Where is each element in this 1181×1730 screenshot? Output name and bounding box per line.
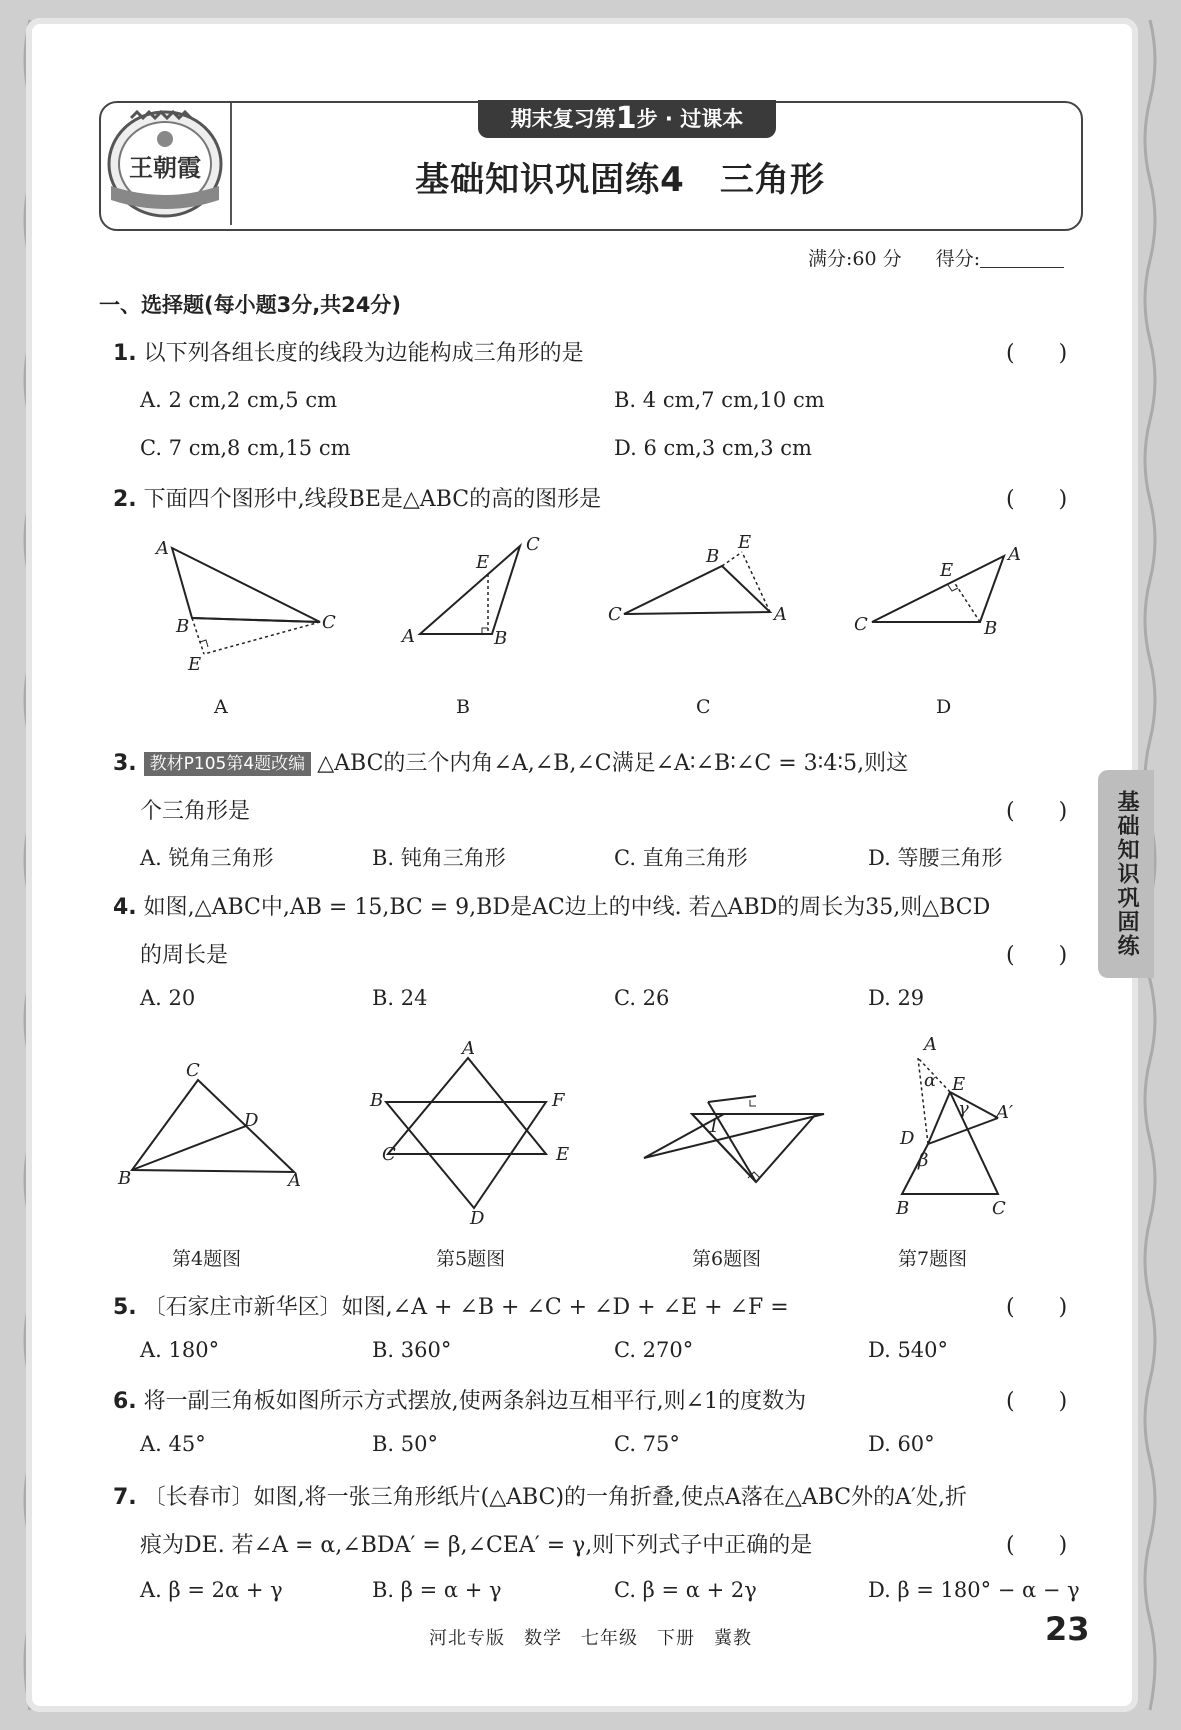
- svg-text:D: D: [900, 1128, 915, 1149]
- q3-option-a[interactable]: A. 锐角三角形: [140, 846, 274, 870]
- q5-option-b[interactable]: B. 360°: [372, 1338, 452, 1362]
- svg-text:A: A: [462, 1038, 475, 1059]
- svg-text:B: B: [896, 1198, 910, 1219]
- q4-option-a[interactable]: A. 20: [140, 986, 196, 1010]
- q2-caption-c: C: [696, 696, 711, 718]
- q5-option-a[interactable]: A. 180°: [140, 1338, 220, 1362]
- q4-option-d[interactable]: D. 29: [868, 986, 925, 1010]
- q3-option-c[interactable]: C. 直角三角形: [614, 846, 748, 870]
- q1-option-d[interactable]: D. 6 cm,3 cm,3 cm: [614, 436, 812, 460]
- score-blank[interactable]: [980, 249, 1064, 268]
- svg-text:B: B: [984, 618, 998, 639]
- svg-text:C: C: [526, 534, 540, 555]
- svg-text:D: D: [244, 1110, 259, 1131]
- svg-text:β: β: [918, 1150, 929, 1171]
- q1-answer-blank[interactable]: ( ): [1006, 341, 1068, 366]
- q2-figure-b: [390, 530, 570, 680]
- svg-text:A: A: [402, 626, 415, 647]
- svg-text:A′: A′: [996, 1102, 1014, 1123]
- q3-option-b[interactable]: B. 钝角三角形: [372, 846, 506, 870]
- q4-option-c[interactable]: C. 26: [614, 986, 670, 1010]
- series-tag: [478, 100, 776, 138]
- svg-text:C: C: [992, 1198, 1006, 1219]
- svg-text:A: A: [156, 538, 169, 559]
- svg-text:E: E: [952, 1074, 966, 1095]
- series-tag-pre: 期末复习第: [510, 107, 616, 131]
- q1-option-c[interactable]: C. 7 cm,8 cm,15 cm: [140, 436, 351, 460]
- q4-stem-line1: 4. 如图,△ABC中,AB = 15,BC = 9,BD是AC边上的中线. 若△ABD的周长为35,则△BCD: [113, 895, 991, 920]
- q2-caption-b: B: [456, 696, 470, 718]
- svg-text:A: A: [774, 604, 787, 625]
- q1-option-a[interactable]: A. 2 cm,2 cm,5 cm: [140, 388, 337, 412]
- q6-option-d[interactable]: D. 60°: [868, 1432, 935, 1456]
- svg-text:E: E: [738, 532, 752, 553]
- svg-text:B: B: [118, 1168, 132, 1189]
- q6-option-b[interactable]: B. 50°: [372, 1432, 439, 1456]
- q7-option-d[interactable]: D. β = 180° − α − γ: [868, 1578, 1080, 1602]
- q6-figure: [636, 1086, 836, 1196]
- q5-figure: [366, 1036, 576, 1229]
- publisher-logo: [101, 104, 229, 224]
- q7-answer-blank[interactable]: ( ): [1006, 1533, 1068, 1558]
- q7-option-b[interactable]: B. β = α + γ: [372, 1578, 502, 1602]
- page-number: 23: [1045, 1610, 1090, 1648]
- q7-stem-line2: 痕为DE. 若∠A = α,∠BDA′ = β,∠CEA′ = γ,则下列式子中正确的是: [140, 1533, 813, 1558]
- q5-option-c[interactable]: C. 270°: [614, 1338, 694, 1362]
- q5-stem: 5. 〔石家庄市新华区〕如图,∠A + ∠B + ∠C + ∠D + ∠E + ∠F =: [113, 1295, 789, 1320]
- q2-figure-d: [848, 530, 1048, 680]
- side-section-tab[interactable]: 基础知识巩固练: [1098, 770, 1154, 978]
- svg-text:E: E: [476, 552, 490, 573]
- series-tag-step: 1: [615, 101, 637, 136]
- svg-text:B: B: [176, 616, 190, 637]
- q6-option-a[interactable]: A. 45°: [140, 1432, 206, 1456]
- q7-figure-caption: 第7题图: [898, 1248, 968, 1270]
- svg-text:E: E: [556, 1144, 570, 1165]
- q1-stem: 1. 以下列各组长度的线段为边能构成三角形的是: [113, 341, 584, 366]
- q6-figure-caption: 第6题图: [692, 1248, 762, 1270]
- q7-option-c[interactable]: C. β = α + 2γ: [614, 1578, 757, 1602]
- q2-figure-a: [150, 530, 350, 680]
- q2-answer-blank[interactable]: ( ): [1006, 487, 1068, 512]
- q4-figure-caption: 第4题图: [172, 1248, 242, 1270]
- q5-figure-caption: 第5题图: [436, 1248, 506, 1270]
- q7-stem-line1: 7. 〔长春市〕如图,将一张三角形纸片(△ABC)的一角折叠,使点A落在△ABC外的A′处,折: [113, 1485, 968, 1510]
- q6-stem: 6. 将一副三角板如图所示方式摆放,使两条斜边互相平行,则∠1的度数为: [113, 1389, 807, 1414]
- page-title: 基础知识巩固练4 三角形: [415, 160, 825, 200]
- svg-text:E: E: [188, 654, 202, 675]
- svg-text:C: C: [382, 1144, 396, 1165]
- section-title: 一、选择题(每小题3分,共24分): [99, 293, 402, 317]
- svg-text:C: C: [608, 604, 622, 625]
- svg-text:γ: γ: [958, 1098, 969, 1119]
- score-line: [808, 244, 1064, 271]
- q4-stem-line2: 的周长是: [140, 943, 229, 968]
- q4-option-b[interactable]: B. 24: [372, 986, 428, 1010]
- q3-stem-line1: 3. 教材P105第4题改编 △ABC的三个内角∠A,∠B,∠C满足∠A∶∠B∶∠C = 3∶4∶5,则这: [113, 751, 909, 776]
- q4-figure: [118, 1062, 318, 1192]
- svg-text:1: 1: [708, 1116, 720, 1137]
- svg-text:F: F: [552, 1090, 565, 1111]
- svg-text:C: C: [186, 1060, 200, 1081]
- q2-stem: 2. 下面四个图形中,线段BE是△ABC的高的图形是: [113, 487, 602, 512]
- q3-option-d[interactable]: D. 等腰三角形: [868, 846, 1003, 870]
- svg-text:C: C: [322, 612, 336, 633]
- q5-option-d[interactable]: D. 540°: [868, 1338, 949, 1362]
- q2-caption-a: A: [214, 696, 228, 718]
- full-score: 满分:60 分: [808, 248, 902, 270]
- svg-text:A: A: [288, 1170, 301, 1191]
- svg-text:D: D: [470, 1208, 485, 1229]
- q3-stem-line2: 个三角形是: [140, 799, 251, 824]
- footer-text: 河北专版 数学 七年级 下册 冀教: [429, 1628, 752, 1649]
- q5-answer-blank[interactable]: ( ): [1006, 1295, 1068, 1320]
- series-tag-post: 步 · 过课本: [636, 107, 744, 131]
- svg-text:A: A: [1008, 544, 1021, 565]
- svg-text:B: B: [494, 628, 508, 649]
- q2-caption-d: D: [936, 696, 952, 718]
- q2-figure-c: [600, 530, 800, 680]
- q6-answer-blank[interactable]: ( ): [1006, 1389, 1068, 1414]
- svg-text:E: E: [940, 560, 954, 581]
- q4-answer-blank[interactable]: ( ): [1006, 943, 1068, 968]
- logo-divider: [230, 103, 232, 225]
- q7-option-a[interactable]: A. β = 2α + γ: [140, 1578, 283, 1602]
- svg-text:A: A: [924, 1034, 937, 1055]
- q3-source-badge: 教材P105第4题改编: [144, 752, 312, 776]
- svg-text:B: B: [370, 1090, 384, 1111]
- svg-text:α: α: [924, 1070, 937, 1091]
- q6-option-c[interactable]: C. 75°: [614, 1432, 680, 1456]
- q7-figure: [888, 1034, 1038, 1224]
- score-label: 得分:: [935, 248, 981, 270]
- q3-answer-blank[interactable]: ( ): [1006, 799, 1068, 824]
- svg-text:C: C: [854, 614, 868, 635]
- svg-text:B: B: [706, 546, 720, 567]
- logo-text: 王朝霞: [129, 153, 201, 182]
- q1-option-b[interactable]: B. 4 cm,7 cm,10 cm: [614, 388, 825, 412]
